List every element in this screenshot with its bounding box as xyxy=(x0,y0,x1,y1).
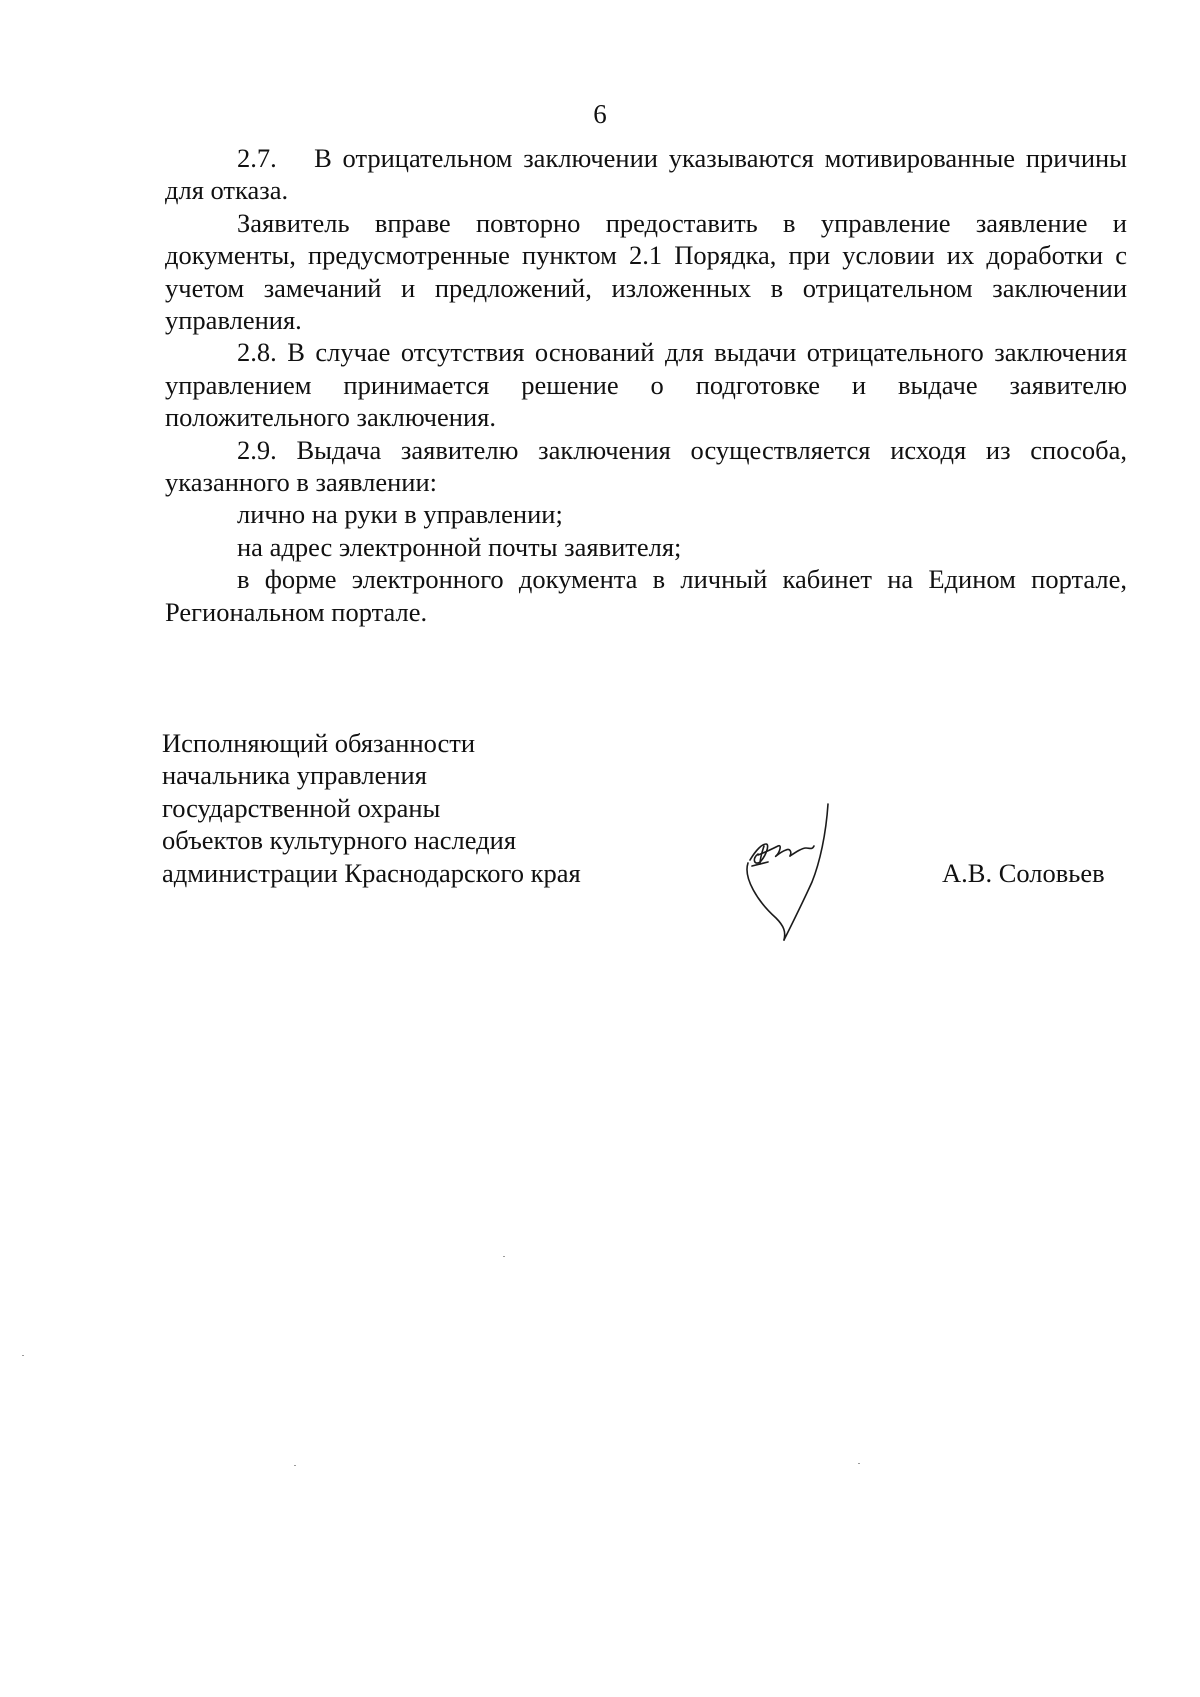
list-item-email: на адрес электронной почты заявителя; xyxy=(237,531,682,562)
document-body xyxy=(165,142,1127,628)
signatory-title-block xyxy=(162,727,682,889)
list-item-in-person: лично на руки в управлении; xyxy=(237,499,563,530)
list-item-electronic-portal: в форме электронного документа в личный кабинет на Едином портале, Региональном портале. xyxy=(165,564,1127,627)
signatory-title-line: начальника управления xyxy=(162,760,427,791)
signatory-title-line: государственной охраны xyxy=(162,792,441,823)
signatory-title-line: Исполняющий обязанности xyxy=(162,728,476,758)
paragraph-2-9: 2.9. Выдача заявителю заключения осуществляется исходя из способа, указанного в заявлении: xyxy=(165,434,1127,498)
scan-speck xyxy=(503,1256,505,1257)
scan-speck xyxy=(858,1463,860,1464)
signatory-title-line: объектов культурного наследия xyxy=(162,825,517,856)
signer-name: А.В. Соловьев xyxy=(942,858,1105,888)
page-number: 6 xyxy=(593,99,607,129)
handwritten-signature xyxy=(740,800,850,945)
paragraph-2-8: 2.8. В случае отсутствия оснований для выдачи отрицательного заключения управлением принимается решение о подготовке и выдаче заявителю положительного заключения. xyxy=(165,337,1127,433)
scan-speck xyxy=(22,1355,24,1356)
scan-speck xyxy=(294,1465,296,1466)
paragraph-2-7: 2.7. В отрицательном заключении указываются мотивированные причины для отказа. xyxy=(165,143,1127,206)
signatory-title-line: администрации Краснодарского края xyxy=(162,857,581,888)
paragraph-resubmission: Заявитель вправе повторно предоставить в управление заявление и документы, предусмотренные пунктом 2.1 Порядка, при условии их доработки с учетом замечаний и предложений, изложенных в отрицательном заключении управления. xyxy=(165,207,1127,336)
